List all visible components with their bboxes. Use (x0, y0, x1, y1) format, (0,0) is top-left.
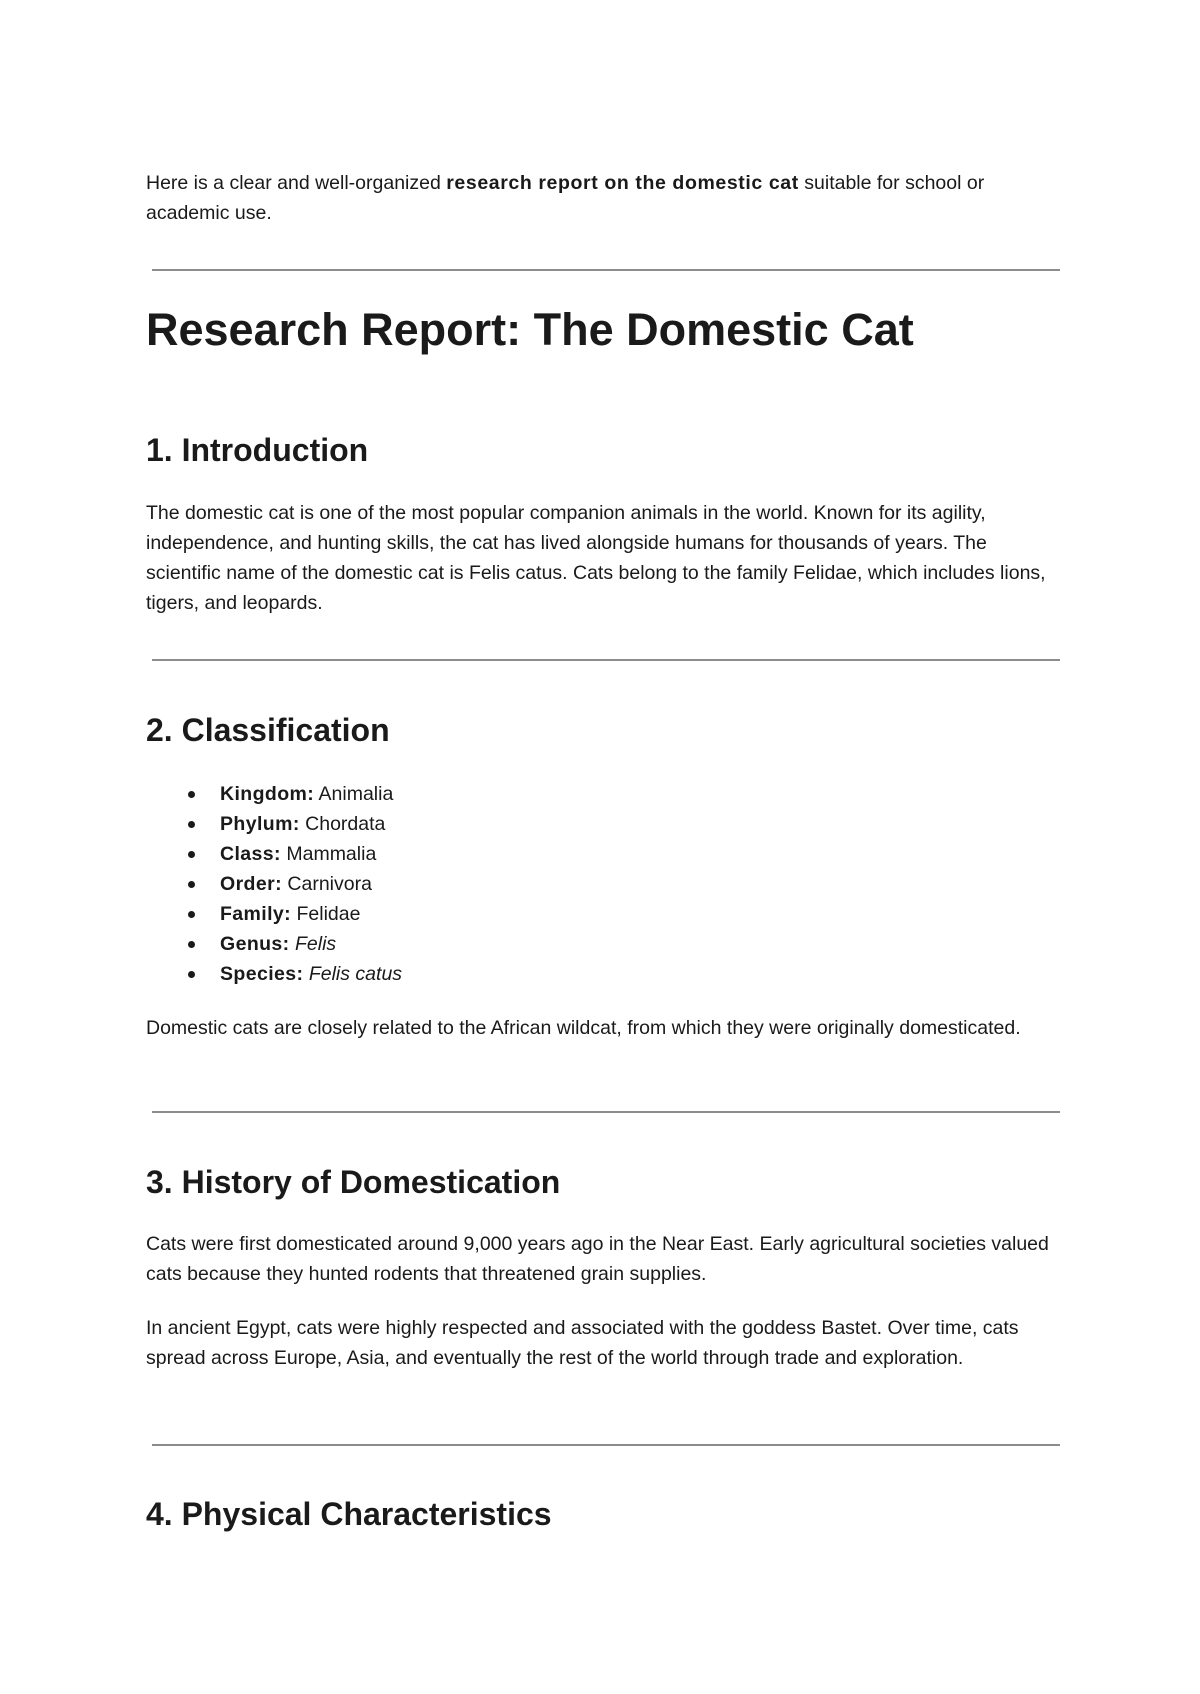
classification-value: Felis (289, 933, 337, 955)
horizontal-rule (152, 269, 1060, 271)
intro-bold-phrase: research report on the domestic cat (446, 172, 799, 194)
bullet-icon (188, 881, 195, 888)
bullet-icon (188, 821, 195, 828)
intro-paragraph (146, 168, 1060, 228)
classification-label: Class: (220, 843, 281, 865)
classification-item-family (146, 899, 402, 929)
bullet-icon (188, 911, 195, 918)
classification-value: Animalia (314, 783, 394, 805)
intro-text-before: Here is a clear and well-organized (146, 172, 447, 194)
intro-text-after: suitable for school or academic use. (146, 172, 985, 224)
bullet-icon (188, 941, 195, 948)
classification-value: Mammalia (280, 843, 377, 865)
classification-paragraph: Domestic cats are closely related to the African wildcat, from which they were originally domesticated. (146, 1017, 1021, 1039)
bullet-icon (188, 851, 195, 858)
classification-item-class (146, 839, 402, 869)
classification-value: Chordata (299, 813, 386, 835)
classification-label: Genus: (220, 933, 290, 955)
classification-list (146, 779, 402, 989)
classification-item-species (146, 959, 402, 989)
section-heading-physical: 4. Physical Characteristics (146, 1496, 552, 1532)
bullet-icon (188, 971, 195, 978)
classification-item-order (146, 869, 402, 899)
classification-item-genus (146, 929, 402, 959)
horizontal-rule (152, 1111, 1060, 1113)
classification-value: Felidae (291, 903, 361, 925)
horizontal-rule (152, 659, 1060, 661)
section-heading-history: 3. History of Domestication (146, 1164, 561, 1200)
section-heading-introduction: 1. Introduction (146, 432, 369, 468)
section-heading-classification: 2. Classification (146, 712, 390, 748)
classification-value: Carnivora (282, 873, 372, 895)
introduction-paragraph: The domestic cat is one of the most popular companion animals in the world. Known for its agility, independence, and hunting skills, the cat has lived alongside humans for thousands of years. The scientific name of the domestic cat is Felis catus. Cats belong to the family Felidae, which includes lions, tigers, and leopards. (146, 502, 1046, 614)
classification-label: Order: (220, 873, 282, 895)
bullet-icon (188, 791, 195, 798)
classification-label: Phylum: (220, 813, 300, 835)
classification-value: Felis catus (303, 963, 403, 985)
classification-item-phylum (146, 809, 402, 839)
horizontal-rule (152, 1444, 1060, 1446)
history-paragraph-1: Cats were first domesticated around 9,000 years ago in the Near East. Early agricultural societies valued cats because they hunted rodents that threatened grain supplies. (146, 1233, 1049, 1285)
classification-label: Family: (220, 903, 292, 925)
classification-item-kingdom (146, 779, 402, 809)
report-title: Research Report: The Domestic Cat (146, 304, 914, 355)
classification-label: Kingdom: (220, 783, 315, 805)
classification-label: Species: (220, 963, 304, 985)
history-paragraph-2: In ancient Egypt, cats were highly respected and associated with the goddess Bastet. Over time, cats spread across Europe, Asia, and eventually the rest of the world through trade and exploration. (146, 1317, 1019, 1369)
